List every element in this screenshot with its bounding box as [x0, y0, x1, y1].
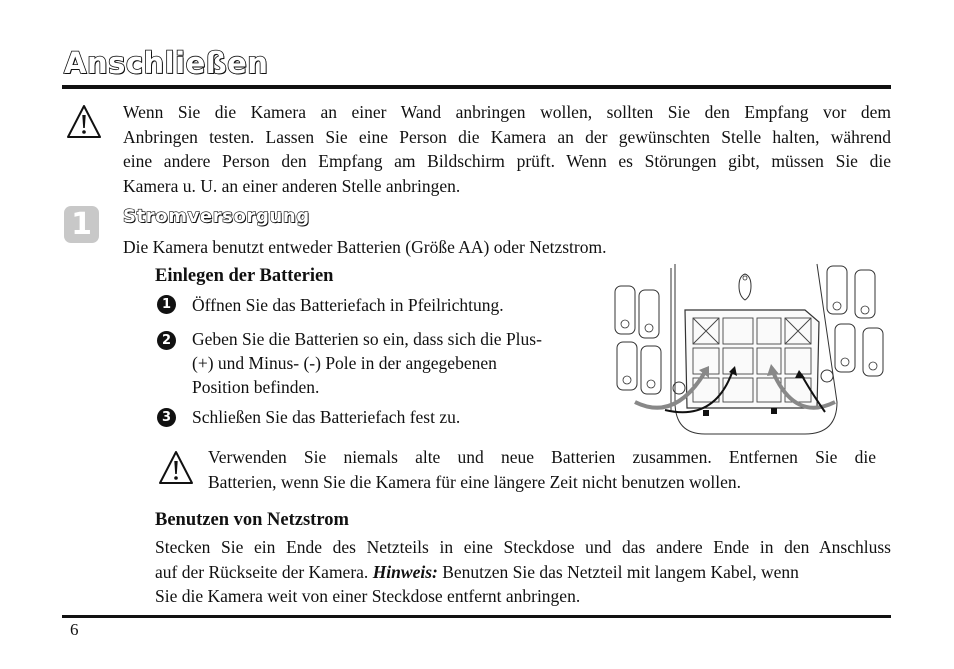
warning-triangle-icon [66, 104, 102, 140]
warning-1-line: Anbringen testen. Lassen Sie eine Person die Kamera an der gewünschten Stelle halten, während [123, 126, 891, 147]
warning-paragraph-2 [208, 445, 876, 494]
battery-step-1 [192, 293, 504, 317]
section-intro: Die Kamera benutzt entweder Batterien (Größe AA) oder Netzstrom. [123, 237, 607, 257]
warning-1-line: Wenn Sie die Kamera an einer Wand anbringen wollen, sollten Sie den Empfang vor dem [123, 102, 891, 122]
section-number-badge: 1 [64, 206, 99, 243]
mains-text: Benutzen Sie das Netzteil mit langem Kabel, wenn [437, 561, 799, 582]
step-line: Schließen Sie das Batteriefach fest zu. [192, 407, 461, 427]
mains-heading: Benutzen von Netzstrom [155, 510, 349, 530]
mains-line: Stecken Sie ein Ende des Netzteils in eine Steckdose und das andere Ende in den Anschluss [155, 537, 891, 557]
mains-paragraph [155, 535, 891, 609]
step-line: Öffnen Sie das Batteriefach in Pfeilrichtung. [192, 295, 504, 315]
note-label: Hinweis: [372, 561, 438, 582]
step-number-badge: 2 [157, 331, 176, 350]
mains-line [155, 560, 891, 585]
page-number: 6 [70, 620, 79, 639]
step-line: (+) und Minus- (-) Pole in der angegebenen [192, 353, 497, 373]
step-line: Geben Sie die Batterien so ein, dass sich die Plus- [192, 329, 542, 349]
page-title: Anschließen [64, 46, 269, 80]
battery-step-3 [192, 405, 460, 429]
batteries-heading: Einlegen der Batterien [155, 266, 334, 286]
warning-2-line: Batterien, wenn Sie die Kamera für eine längere Zeit nicht benutzen wollen. [208, 471, 742, 492]
battery-compartment-illustration [605, 262, 893, 440]
mains-text: auf der Rückseite der Kamera. [155, 561, 373, 582]
warning-2-line: Verwenden Sie niemals alte und neue Batterien zusammen. Entfernen Sie die [208, 447, 876, 467]
footer-rule [62, 615, 891, 618]
warning-1-line: eine andere Person den Empfang am Bildschirm prüft. Wenn es Störungen gibt, müssen Sie die [123, 151, 891, 171]
step-number-badge: 1 [157, 295, 176, 314]
step-number-badge: 3 [157, 408, 176, 427]
warning-1-line: Kamera u. U. an einer anderen Stelle anbringen. [123, 175, 461, 196]
warning-triangle-icon [158, 450, 194, 486]
battery-step-2 [192, 327, 542, 399]
title-rule [62, 85, 891, 89]
mains-line: Sie die Kamera weit von einer Steckdose entfernt anbringen. [155, 586, 581, 606]
warning-paragraph-1 [123, 100, 891, 198]
step-line: Position befinden. [192, 377, 320, 397]
section-title: Stromversorgung [123, 206, 310, 227]
